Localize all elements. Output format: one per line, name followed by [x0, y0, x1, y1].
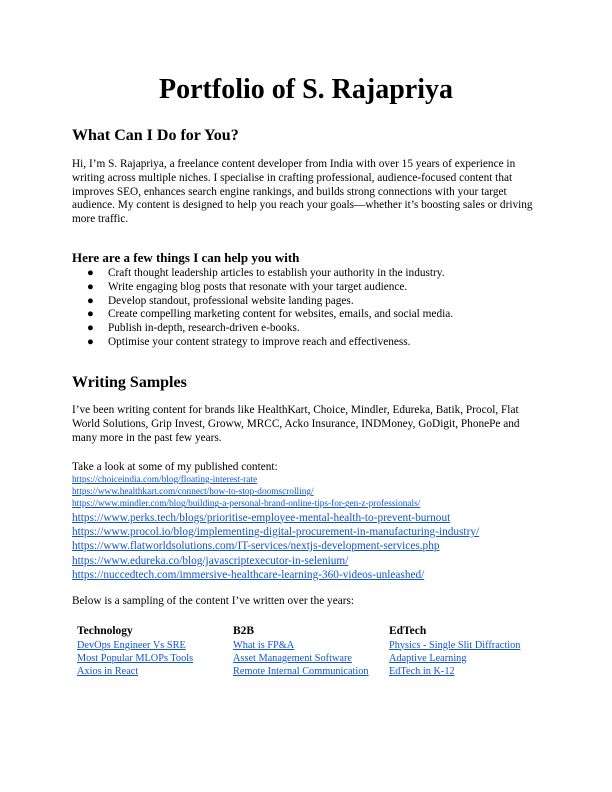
column-heading: EdTech [389, 625, 427, 637]
sample-link[interactable]: DevOps Engineer Vs SRE [77, 639, 186, 651]
samples-column-edtech [389, 625, 545, 679]
sample-link[interactable]: EdTech in K-12 [389, 666, 455, 678]
list-item [72, 322, 453, 336]
list-item-text: Optimise your content strategy to improve reach and effectiveness. [108, 335, 411, 348]
brands-paragraph: I’ve been writing content for brands like HealthKart, Choice, Mindler, Edureka, Batik, Procol, Flat World Solutions, Grip Invest, Groww, MRCC, Acko Insurance, INDMoney, GoDigit, PhonePe and many more in the past few years. [72, 404, 520, 444]
samples-column-technology [77, 625, 233, 679]
list-item-text: Write engaging blog posts that resonate with your target audience. [108, 280, 408, 293]
sample-link[interactable]: Remote Internal Communication [233, 666, 369, 678]
sample-link[interactable]: What is FP&A [233, 639, 295, 651]
sampling-intro: Below is a sampling of the content I’ve written over the years: [72, 595, 355, 607]
samples-section-heading: Writing Samples [72, 374, 187, 391]
list-item [72, 281, 453, 295]
bullet-icon: ● [87, 335, 94, 348]
list-item-text: Publish in-depth, research-driven e-books. [108, 322, 300, 335]
bullet-icon: ● [87, 308, 94, 321]
bullet-icon: ● [87, 294, 94, 307]
intro-paragraph: Hi, I’m S. Rajapriya, a freelance content developer from India with over 15 years of experience in writing across multiple niches. I specialise in crafting professional, audience-focused content that improves SEO, enhances search engine rankings, and builds strong connections with your target audience. My content is designed to help you reach your goals—whether it’s boosting sales or driving more traffic. [72, 158, 533, 226]
published-link-procol[interactable]: https://www.procol.io/blog/implementing-digital-procurement-in-manufacturing-industry/ [72, 525, 480, 538]
published-link-choiceindia[interactable]: https://choiceindia.com/blog/floating-interest-rate [72, 475, 258, 485]
what-section-heading: What Can I Do for You? [72, 127, 239, 144]
published-links [72, 474, 479, 583]
sample-link[interactable]: Asset Management Software [233, 652, 352, 664]
published-link-mindler[interactable]: https://www.mindler.com/blog/building-a-personal-brand-online-tips-for-gen-z-professionals/ [72, 499, 421, 510]
published-intro: Take a look at some of my published content: [72, 461, 278, 473]
list-item [72, 336, 453, 350]
bullet-icon: ● [87, 280, 94, 293]
samples-column-b2b [233, 625, 389, 679]
published-link-edureka[interactable]: https://www.edureka.co/blog/javascriptexecutor-in-selenium/ [72, 554, 349, 567]
list-item-text: Create compelling marketing content for websites, emails, and social media. [108, 308, 454, 321]
sample-link[interactable]: Physics - Single Slit Diffraction [389, 639, 521, 651]
list-item-text: Craft thought leadership articles to establish your authority in the industry. [108, 267, 445, 279]
list-item [72, 267, 453, 281]
sample-link[interactable]: Adaptive Learning [389, 652, 467, 664]
list-item-text: Develop standout, professional website landing pages. [108, 294, 354, 307]
list-item [72, 308, 453, 322]
published-link-nuccedtech[interactable]: https://nuccedtech.com/immersive-healthcare-learning-360-videos-unleashed/ [72, 569, 425, 582]
published-link-perks[interactable]: https://www.perks.tech/blogs/prioritise-employee-mental-health-to-prevent-burnout [72, 511, 451, 524]
help-list [72, 267, 453, 350]
sample-link[interactable]: Most Popular MLOPs Tools [77, 652, 194, 664]
column-heading: Technology [77, 625, 133, 637]
list-item [72, 295, 453, 309]
sample-link[interactable]: Axios in React [77, 666, 139, 678]
column-heading: B2B [233, 625, 255, 637]
help-section-heading: Here are a few things I can help you with [72, 250, 300, 265]
bullet-icon: ● [87, 267, 94, 279]
published-link-flatworld[interactable]: https://www.flatworldsolutions.com/IT-services/nextjs-development-services.php [72, 540, 440, 553]
page-title: Portfolio of S. Rajapriya [159, 74, 453, 105]
bullet-icon: ● [87, 322, 94, 335]
published-link-healthkart[interactable]: https://www.healthkart.com/connect/how-to-stop-doomscrolling/ [72, 487, 314, 498]
